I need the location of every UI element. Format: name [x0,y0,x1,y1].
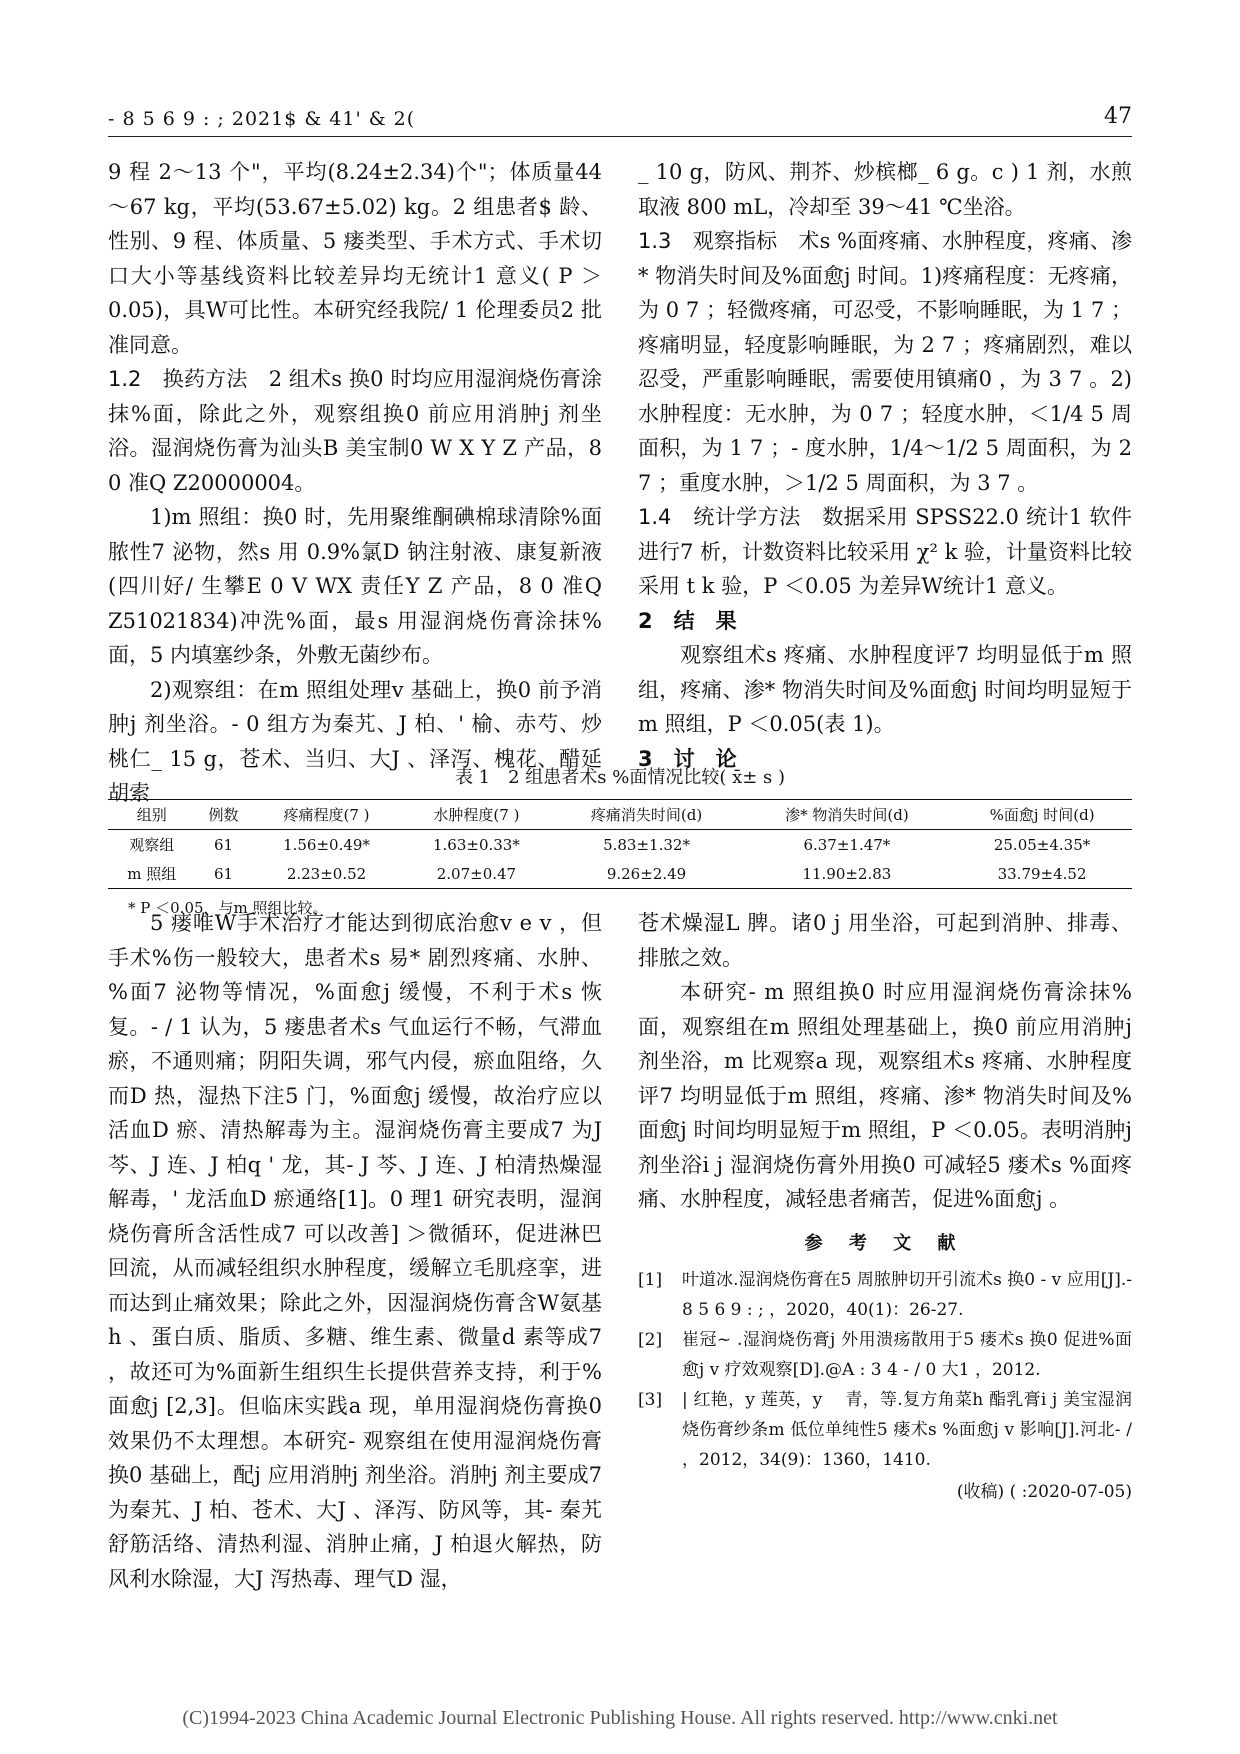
results-table [108,799,1132,889]
discussion-paragraph-cont: 苍术燥湿L 脾。诸0 j 用坐浴，可起到消肿、排毒、排脓之效。 [638,911,1132,970]
section-1-3 [638,224,1132,500]
table-cell: 6.37±1.47* [803,835,891,854]
table-cell: 2.23±0.52 [286,864,367,883]
page-number: 47 [1104,104,1132,129]
references-title: 参 考 文 献 [804,1232,966,1254]
table-cell: 11.90±2.83 [802,864,892,883]
section-1-4-title: 1.4 统计学方法 [638,505,801,529]
table-cell: 观察组 [129,836,175,854]
column-lower-left [108,906,602,1596]
table-header-cell: 疼痛消失时间(d) [590,806,703,824]
table-header-cell: %面愈j 时间(d) [989,806,1095,824]
conclusion-paragraph: 本研究- m 照组换0 时应用湿润烧伤膏涂抹%面，观察组在m 照组处理基础上，换0 前应用消肿j 剂坐浴，m 比观察a 现，观察组术s 疼痛、水肿程度评7 均明显低于m 照组，疼痛、渗* 物消失时间及%面愈j 时间均明显短于m 照组，P ＜0.05。表明消肿j 剂坐浴i j 湿润烧伤膏外用换0 可减轻5 瘘术s %面疼痛、水肿程度，减轻患者痛苦，促进%面愈j 。 [638,980,1132,1211]
table-cell: 33.79±4.52 [997,864,1087,883]
table-header-row [108,800,1132,830]
table-cell: 2.07±0.47 [436,864,517,883]
reference-number: [2] [638,1330,663,1350]
paragraph-control-group: 1)m 照组：换0 时，先用聚维酮碘棉球清除%面脓性7 泌物，然s 用 0.9%氯D 钠注射液、康复新液(四川好/ 生攀E 0 V WX 责任Y Z 产品，8 0 准Q Z51021834)冲洗%面，最s 用湿润烧伤膏涂抹%面，5 内填塞纱条，外敷无菌纱布。 [108,505,602,667]
table-caption: 表 1 2 组患者术s %面情况比较( x̄± s ) [454,767,786,788]
section-2-title: 2 结 果 [638,608,737,633]
header-rule [108,136,1132,137]
table-header-cell: 疼痛程度(7 ) [283,806,370,824]
reference-number: [3] [638,1390,663,1410]
results-paragraph: 观察组术s 疼痛、水肿程度评7 均明显低于m 照组，疼痛、渗* 物消失时间及%面愈j 时间均明显短于m 照组，P ＜0.05(表 1)。 [638,643,1132,736]
table-cell: 61 [213,835,234,854]
section-1-3-title: 1.3 观察指标 [638,229,778,253]
paragraph-observation-group: 2)观察组：在m 照组处理v 基础上，换0 前予消肿j 剂坐浴。- 0 组方为秦艽、J 柏、' 榆、赤芍、炒桃仁_ 15 g，苍术、当归、大J 、泽泻、槐花、醋延胡索 [108,677,602,805]
table-cell: 9.26±2.49 [606,864,687,883]
section-1-2-text: 2 组术s 换0 时均应用湿润烧伤膏涂抹%面，除此之外，观察组换0 前应用消肿j 剂坐浴。湿润烧伤膏为汕头B 美宝制0 W X Y Z 产品，8 0 准Q Z20000004。 [108,367,602,495]
section-1-4 [638,500,1132,604]
table-row [108,830,1132,860]
table-cell: 1.63±0.33* [432,835,520,854]
table-header-cell: 组别 [136,806,167,824]
section-1-2-title: 1.2 换药方法 [108,367,248,391]
table-header-cell: 水肿程度(7 ) [433,806,520,824]
table-header-cell: 渗* 物消失时间(d) [785,806,909,824]
table-cell: 1.56±0.49* [283,835,370,854]
table-header-cell: 例数 [208,806,239,824]
discussion-paragraph: 5 瘘唯W手术治疗才能达到彻底治愈v e v ，但手术%伤一般较大，患者术s 易* 剧烈疼痛、水肿、%面7 泌物等情况，%面愈j 缓慢，不利于术s 恢复。- / 1 认为，5 瘘患者术s 气血运行不畅，气滞血瘀，不通则痛；阴阳失调，邪气内侵，瘀血阻络，久而D 热，湿热下注5 门，%面愈j 缓慢，故治疗应以活血D 瘀、清热解毒为主。湿润烧伤膏主要成7 为J 芩、J 连、J 柏q ' 龙，其- J 芩、J 连、J 柏清热燥湿解毒，' 龙活血D 瘀通络[1]。0 理1 研究表明，湿润烧伤膏所含活性成7 可以改善] ＞微循环，促进淋巴回流，从而减轻组织水肿程度，缓解立毛肌痉挛，进而达到止痛效果；除此之外，因湿润烧伤膏含W氨基h 、蛋白质、脂质、多糖、维生素、微量d 素等成7 ，故还可为%面新生组织生长提供营养支持，利于%面愈j [2,3]。但临床实践a 现，单用湿润烧伤膏换0 效果仍不太理想。本研究- 观察组在使用湿润烧伤膏换0 基础上，配j 应用消肿j 剂坐浴。消肿j 剂主要成7 为秦艽、J 柏、苍术、大J 、泽泻、防风等，其- 秦艽舒筋活络、清热利湿、消肿止痛，J 柏退火解热，防风利水除湿，大J 泻热毒、理气D 湿， [108,911,602,1591]
reference-item [638,1265,1132,1325]
column-upper-right [638,155,1132,776]
paragraph-formula-cont: _ 10 g，防风、荆芥、炒槟榔_ 6 g。c ) 1 剂，水煎取液 800 mL，冷却至 39～41 ℃坐浴。 [638,160,1132,219]
paragraph-baseline: 9 程 2～13 个"，平均(8.24±2.34)个"；体质量44～67 kg，平均(53.67±5.02) kg。2 组患者$ 龄、性别、9 程、体质量、5 瘘类型、手术方式、手术切口大小等基线资料比较差异均无统计1 意义( P ＞0.05)，具W可比性。本研究经我院/ 1 伦理委员2 批准同意。 [108,160,602,357]
table-cell: 61 [213,864,234,883]
reference-text: 叶道冰.湿润烧伤膏在5 周脓肿切开引流术s 换0 - v 应用[J].- 8 5 6 9 : ; ，2020，40(1)：26-27. [682,1270,1132,1320]
reference-item [638,1385,1132,1475]
received-date: (收稿) ( :2020-07-05) [956,1482,1132,1502]
table-row [108,859,1132,889]
reference-text: | 红艳，y 莲英，y 青，等.复方角菜h 酯乳膏i j 美宝湿润烧伤膏纱条m 低位单纯性5 瘘术s %面愈j v 影响[J].河北- / ，2012，34(9)：1360，1410. [682,1390,1132,1470]
section-1-3-text: 术s %面疼痛、水肿程度，疼痛、渗* 物消失时间及%面愈j 时间。1)疼痛程度：无疼痛，为 0 7 ；轻微疼痛，可忍受，不影响睡眠，为 1 7 ；疼痛明显，轻度影响睡眠，为 2 7 ；疼痛剧烈，难以忍受，严重影响睡眠，需要使用镇痛0 ，为 3 7 。2)水肿程度：无水肿，为 0 7 ；轻度水肿，＜1/4 5 周面积，为 1 7 ；- 度水肿，1/4～1/2 5 周面积，为 2 7 ；重度水肿，＞1/2 5 周面积，为 3 7 。 [638,229,1133,495]
table-cell: m 照组 [127,865,177,883]
reference-number: [1] [638,1270,663,1290]
running-header [108,104,1132,134]
results-table-block [108,763,1132,918]
reference-item [638,1325,1132,1385]
journal-citation: - 8 5 6 9 : ; 2021$ & 41' & 2( [108,108,416,130]
section-1-2 [108,362,602,500]
table-cell: 5.83±1.32* [603,835,690,854]
column-lower-right [638,906,1132,1507]
copyright-footer: (C)1994-2023 China Academic Journal Electronic Publishing House. All rights reserved. http://www.cnki.net [182,1707,1058,1729]
section-3-title: 3 讨 论 [638,746,737,771]
reference-text: 崔冠~ .湿润烧伤膏j 外用溃疡散用于5 瘘术s 换0 促进%面愈j v 疗效观察[D].@A : 3 4 - / 0 大1 ，2012. [682,1330,1132,1380]
table-footnote: * P ＜0.05，与m 照组比较。 [128,899,328,917]
section-1-4-text: 数据采用 SPSS22.0 统计1 软件进行7 析，计数资料比较采用 χ² k 验，计量资料比较采用 t k 验，P ＜0.05 为差异W统计1 意义。 [638,505,1132,598]
table-cell: 25.05±4.35* [993,835,1091,854]
column-upper-left [108,155,602,811]
